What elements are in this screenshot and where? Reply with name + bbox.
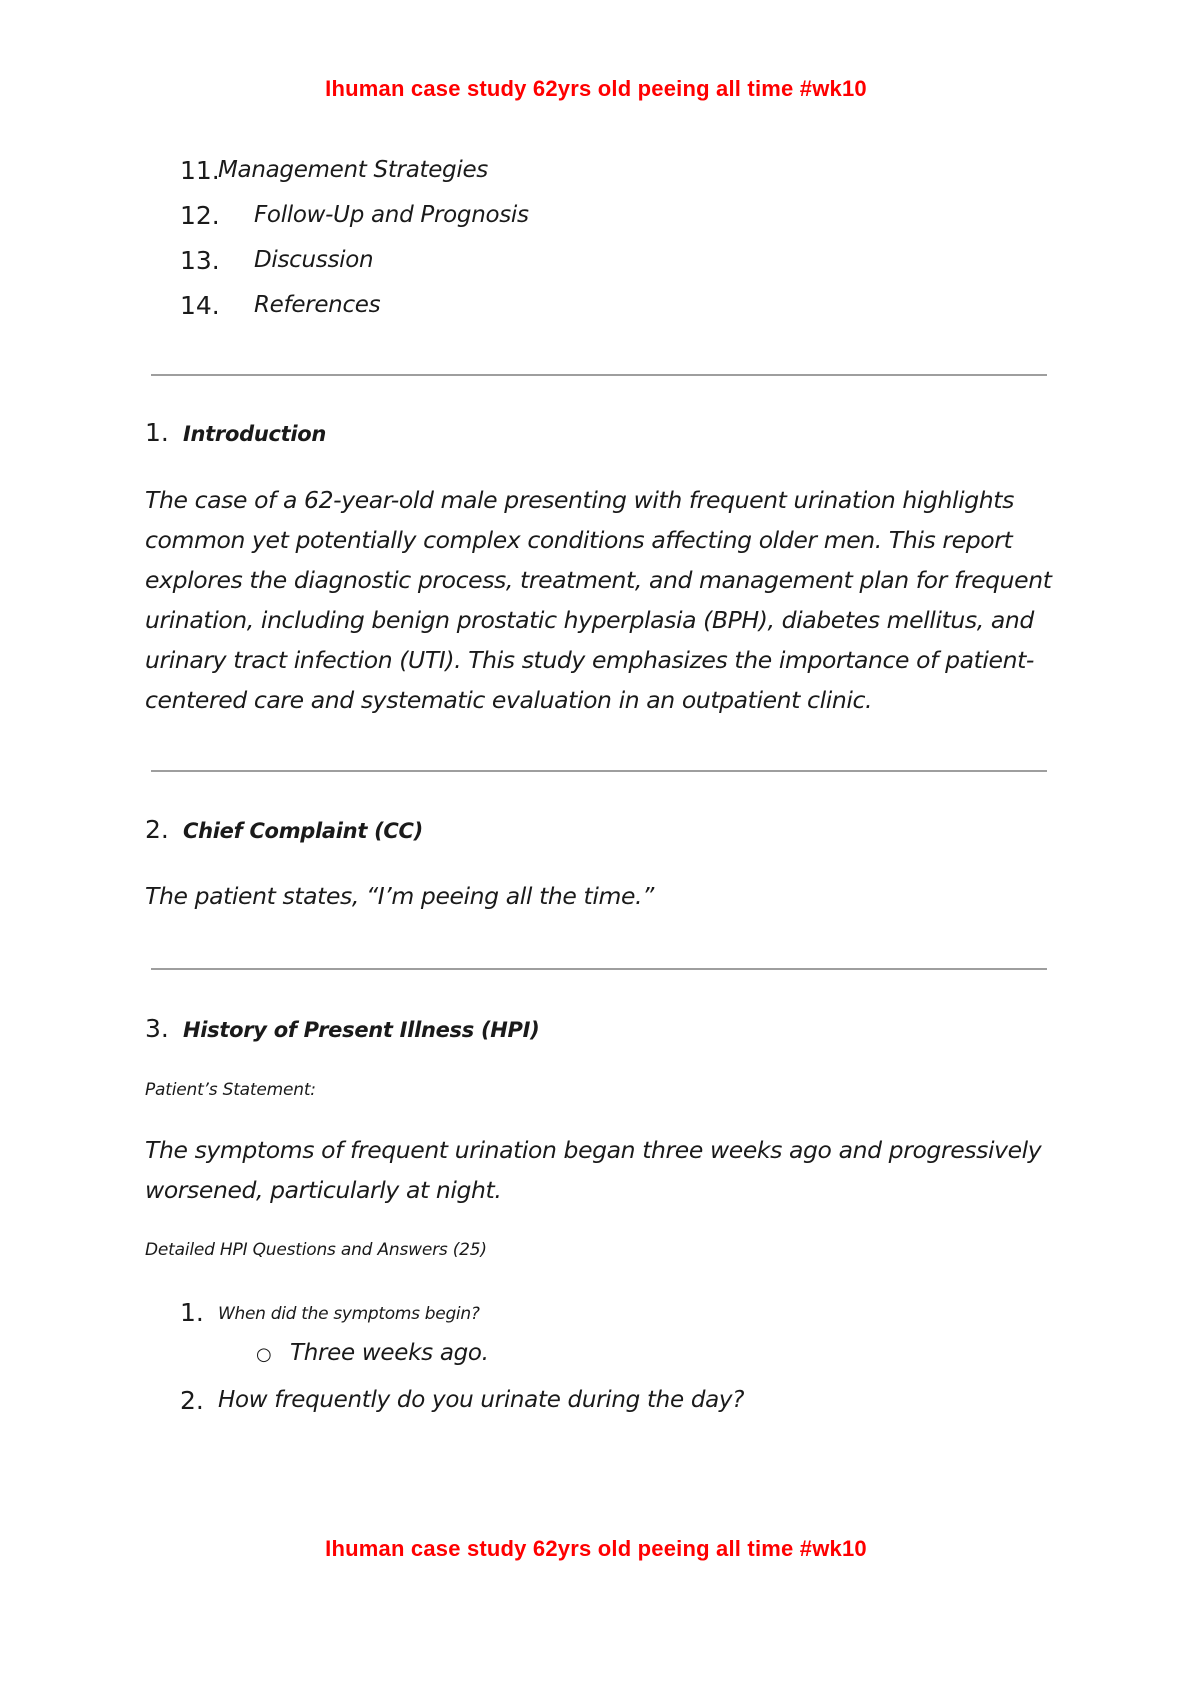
toc-item-number: 12. [180, 201, 220, 230]
toc-item-label: Management Strategies [218, 157, 488, 183]
hpi-qa-label: Detailed HPI Questions and Answers (25) [145, 1240, 487, 1260]
toc-item-label: References [254, 292, 381, 318]
header-banner: Ihuman case study 62yrs old peeing all time #wk10 [325, 76, 867, 101]
section-number: 3. [145, 1014, 169, 1043]
introduction-paragraph: The case of a 62-year-old male presenting with frequent urination highlights common yet potentially complex conditions affecting older men. This report explores the diagnostic process, treatment, and management plan for frequent urination, including benign prostatic hyperplasia (BPH), diabetes mellitus, and urinary tract infection (UTI). This study emphasizes the importance of patient-centered care and systematic evaluation in an outpatient clinic. [145, 486, 1052, 714]
question-text: When did the symptoms begin? [218, 1304, 480, 1324]
section-divider [151, 968, 1047, 970]
chief-complaint-paragraph: The patient states, “I’m peeing all the time.” [145, 882, 654, 910]
patient-statement-label: Patient’s Statement: [145, 1080, 316, 1100]
toc-item-number: 11. [180, 156, 220, 185]
section-title: History of Present Illness (HPI) [183, 1018, 540, 1042]
toc-item-label: Follow-Up and Prognosis [254, 202, 529, 228]
section-title: Chief Complaint (CC) [183, 819, 423, 843]
question-number: 2. [180, 1386, 204, 1415]
answer-text: Three weeks ago. [290, 1340, 489, 1366]
section-number: 1. [145, 418, 169, 447]
toc-item-label: Discussion [254, 247, 374, 273]
section-title: Introduction [183, 422, 327, 446]
section-divider [151, 374, 1047, 376]
section-heading-chief-complaint [145, 815, 423, 844]
patient-statement-paragraph: The symptoms of frequent urination began three weeks ago and progressively worsened, particularly at night. [145, 1136, 1042, 1204]
section-heading-hpi [145, 1014, 539, 1043]
question-number: 1. [180, 1298, 204, 1327]
footer-banner: Ihuman case study 62yrs old peeing all time #wk10 [325, 1536, 867, 1561]
section-heading-introduction [145, 418, 326, 447]
toc-item-number: 13. [180, 246, 220, 275]
toc-item-number: 14. [180, 291, 220, 320]
section-number: 2. [145, 815, 169, 844]
section-divider [151, 770, 1047, 772]
question-text: How frequently do you urinate during the day? [218, 1387, 745, 1413]
circle-bullet-icon: ○ [256, 1344, 272, 1365]
